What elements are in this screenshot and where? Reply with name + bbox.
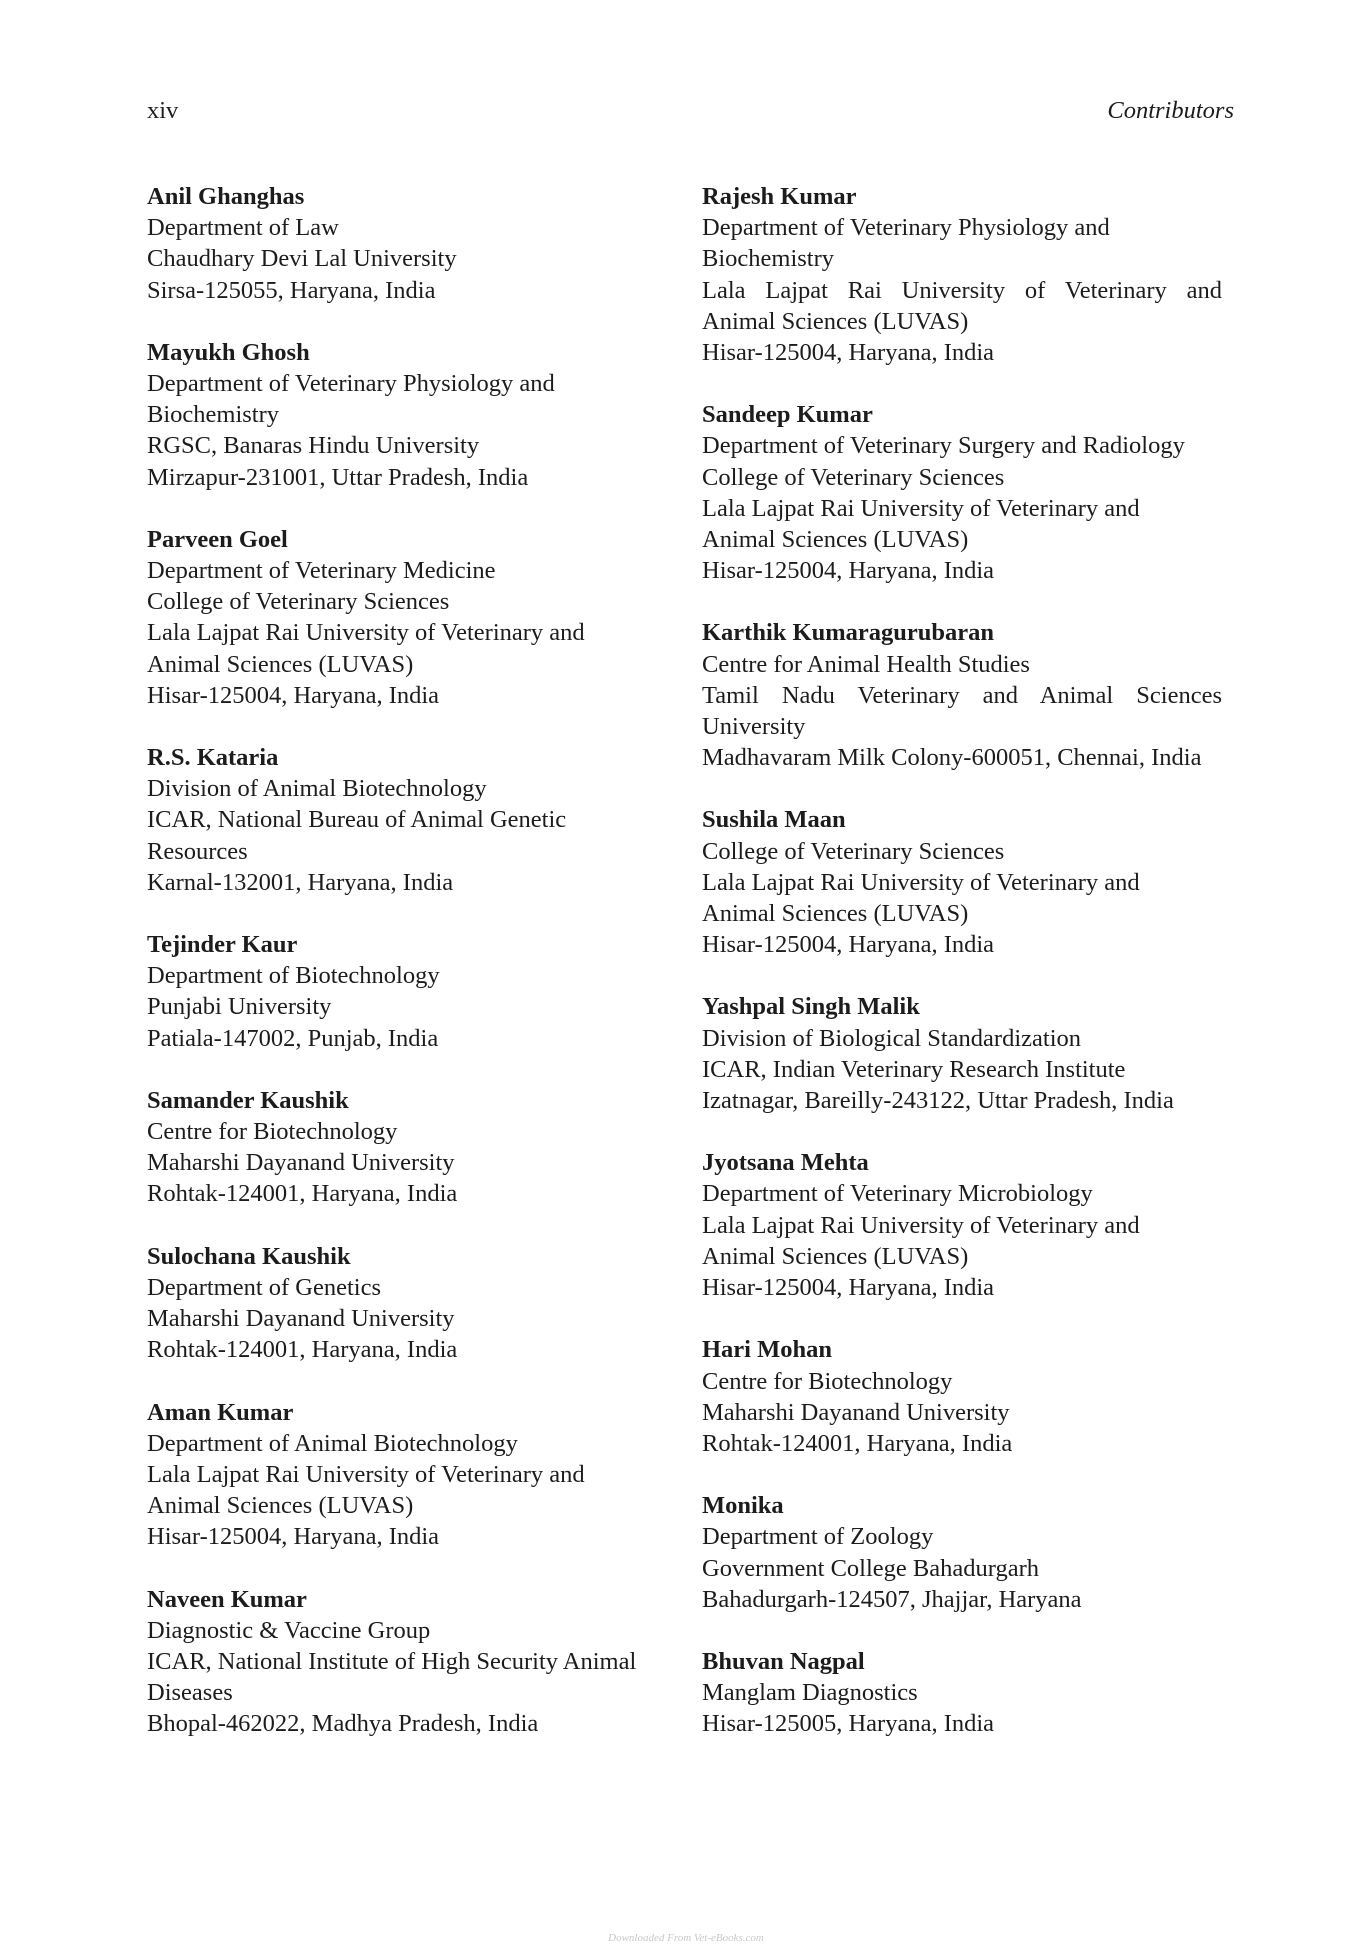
affiliation-line: Department of Zoology (702, 1523, 934, 1551)
contributor-entry (147, 1397, 674, 1553)
affiliation-line: Hisar-125004, Haryana, India (147, 681, 440, 709)
affiliation-line: Centre for Biotechnology (147, 1118, 398, 1146)
section-title: Contributors (1107, 97, 1234, 124)
contributor-entry (147, 337, 674, 493)
affiliation-line: Tamil Nadu Veterinary and Animal Sciences (702, 681, 1222, 709)
affiliation-line: Diagnostic & Vaccine Group (147, 1616, 431, 1644)
affiliation-line: Maharshi Dayanand University (147, 1305, 455, 1333)
contributor-name: Yashpal Singh Malik (702, 993, 920, 1021)
affiliation-line: Karnal-132001, Haryana, India (147, 868, 454, 896)
affiliation-line: Mirzapur-231001, Uttar Pradesh, India (147, 463, 529, 491)
contributor-entry (147, 1241, 674, 1366)
contributor-entry (702, 1490, 1222, 1615)
contributor-name: R.S. Kataria (147, 744, 279, 772)
affiliation-line: Lala Lajpat Rai University of Veterinary and (702, 1211, 1140, 1239)
affiliation-line: Hisar-125004, Haryana, India (702, 1274, 995, 1302)
affiliation-line: Animal Sciences (LUVAS) (702, 900, 969, 928)
contributor-name: Aman Kumar (147, 1398, 294, 1426)
affiliation-line: Resources (147, 837, 248, 865)
affiliation-line: Biochemistry (147, 401, 280, 429)
affiliation-line: ICAR, National Bureau of Animal Genetic (147, 806, 567, 834)
affiliation-line: Animal Sciences (LUVAS) (702, 1242, 969, 1270)
affiliation-line: Punjabi University (147, 993, 332, 1021)
contributor-name: Rajesh Kumar (702, 183, 857, 210)
affiliation-line: RGSC, Banaras Hindu University (147, 432, 480, 460)
contributor-entry (147, 929, 674, 1054)
affiliation-line: Sirsa-125055, Haryana, India (147, 276, 436, 304)
affiliation-line: Lala Lajpat Rai University of Veterinary and (147, 1460, 585, 1488)
contributor-entry (702, 1646, 1222, 1740)
contributor-entry (702, 617, 1222, 773)
contributor-entry (702, 1334, 1222, 1459)
affiliation-line: Centre for Biotechnology (702, 1367, 953, 1395)
affiliation-line: Department of Biotechnology (147, 962, 440, 990)
affiliation-line: University (702, 713, 806, 741)
contributor-name: Tejinder Kaur (147, 931, 298, 959)
affiliation-line: Hisar-125004, Haryana, India (702, 339, 995, 367)
contributor-entry (147, 181, 674, 306)
affiliation-line: Animal Sciences (LUVAS) (702, 307, 969, 335)
affiliation-line: Patiala-147002, Punjab, India (147, 1024, 439, 1052)
affiliation-line: Department of Veterinary Microbiology (702, 1180, 1093, 1208)
affiliation-line: Lala Lajpat Rai University of Veterinary and (702, 868, 1140, 896)
affiliation-line: Government College Bahadurgarh (702, 1554, 1040, 1582)
contributor-entry (147, 1085, 674, 1210)
affiliation-line: Biochemistry (702, 245, 835, 273)
contributor-name: Mayukh Ghosh (147, 338, 310, 366)
contributor-name: Sulochana Kaushik (147, 1242, 351, 1270)
affiliation-line: Rohtak-124001, Haryana, India (147, 1336, 458, 1364)
affiliation-line: Hisar-125004, Haryana, India (702, 931, 995, 959)
contributor-name: Samander Kaushik (147, 1086, 349, 1114)
affiliation-line: Lala Lajpat Rai University of Veterinary and (702, 494, 1140, 522)
contributor-entry (147, 1584, 674, 1740)
affiliation-line: Bahadurgarh-124507, Jhajjar, Haryana (702, 1585, 1082, 1613)
contributor-name: Parveen Goel (147, 525, 288, 553)
affiliation-line: College of Veterinary Sciences (702, 463, 1005, 491)
contributor-name: Karthik Kumaragurubaran (702, 619, 994, 647)
affiliation-line: Lala Lajpat Rai University of Veterinary and (147, 619, 585, 647)
affiliation-line: College of Veterinary Sciences (147, 588, 450, 616)
contributor-entry (702, 181, 1222, 368)
affiliation-line: Diseases (147, 1679, 233, 1707)
contributor-entry (147, 742, 674, 898)
affiliation-line: Rohtak-124001, Haryana, India (702, 1429, 1013, 1457)
contributor-name: Naveen Kumar (147, 1585, 307, 1613)
affiliation-line: Centre for Animal Health Studies (702, 650, 1030, 678)
contributor-name: Jyotsana Mehta (702, 1149, 869, 1177)
affiliation-line: Manglam Diagnostics (702, 1679, 918, 1707)
affiliation-line: Department of Genetics (147, 1273, 382, 1301)
affiliation-line: Department of Veterinary Medicine (147, 557, 496, 585)
affiliation-line: Department of Animal Biotechnology (147, 1429, 518, 1457)
affiliation-line: Maharshi Dayanand University (147, 1149, 455, 1177)
affiliation-line: ICAR, National Institute of High Security Animal (147, 1647, 637, 1675)
contributor-name: Sushila Maan (702, 806, 846, 834)
contributor-entry (702, 991, 1222, 1116)
contributors-left-column (147, 181, 674, 1771)
affiliation-line: Rohtak-124001, Haryana, India (147, 1180, 458, 1208)
affiliation-line: Department of Veterinary Surgery and Radiology (702, 432, 1185, 460)
affiliation-line: Animal Sciences (LUVAS) (147, 1492, 414, 1520)
affiliation-line: College of Veterinary Sciences (702, 837, 1005, 865)
affiliation-line: Animal Sciences (LUVAS) (702, 526, 969, 554)
affiliation-line: ICAR, Indian Veterinary Research Institute (702, 1055, 1126, 1083)
contributor-entry (147, 524, 674, 711)
affiliation-line: Division of Animal Biotechnology (147, 775, 487, 803)
affiliation-line: Hisar-125004, Haryana, India (702, 557, 995, 585)
affiliation-line: Department of Veterinary Physiology and (147, 370, 555, 398)
contributor-name: Hari Mohan (702, 1336, 832, 1364)
contributor-entry (702, 399, 1222, 586)
affiliation-line: Izatnagar, Bareilly-243122, Uttar Pradesh, India (702, 1087, 1174, 1115)
contributor-entry (702, 1147, 1222, 1303)
contributor-name: Bhuvan Nagpal (702, 1647, 865, 1675)
watermark-text: Downloaded From Vet-eBooks.com (608, 1932, 764, 1944)
affiliation-line: Lala Lajpat Rai University of Veterinary and (702, 276, 1222, 304)
contributor-name: Monika (702, 1492, 784, 1520)
affiliation-line: Madhavaram Milk Colony-600051, Chennai, India (702, 744, 1202, 772)
affiliation-line: Hisar-125005, Haryana, India (702, 1710, 995, 1738)
contributor-entry (702, 804, 1222, 960)
contributors-right-column (702, 181, 1222, 1771)
affiliation-line: Bhopal-462022, Madhya Pradesh, India (147, 1710, 539, 1738)
affiliation-line: Division of Biological Standardization (702, 1024, 1082, 1052)
contributor-name: Anil Ghanghas (147, 183, 305, 210)
affiliation-line: Chaudhary Devi Lal University (147, 245, 457, 273)
affiliation-line: Maharshi Dayanand University (702, 1398, 1010, 1426)
affiliation-line: Department of Law (147, 214, 339, 242)
affiliation-line: Department of Veterinary Physiology and (702, 214, 1110, 242)
affiliation-line: Hisar-125004, Haryana, India (147, 1523, 440, 1551)
affiliation-line: Animal Sciences (LUVAS) (147, 650, 414, 678)
contributor-name: Sandeep Kumar (702, 401, 873, 429)
page-number: xiv (147, 97, 179, 124)
